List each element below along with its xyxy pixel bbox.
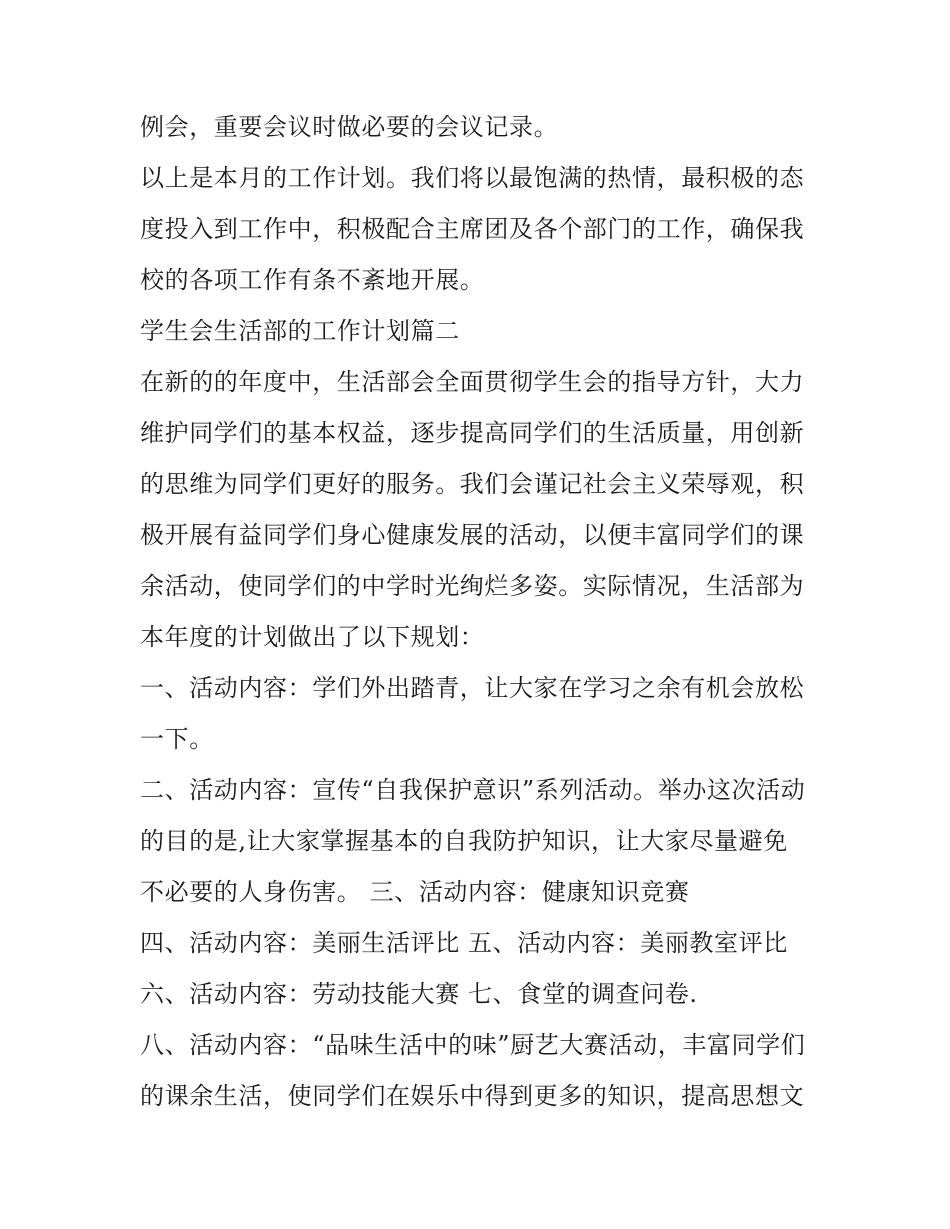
text-line: 校的各项工作有条不紊地开展。 bbox=[140, 266, 485, 294]
section-heading: 学生会生活部的工作计划篇二 bbox=[140, 317, 460, 345]
text-line: 在新的的年度中，生活部会全面贯彻学生会的指导方针，大力 bbox=[140, 368, 805, 396]
text-line: 极开展有益同学们身心健康发展的活动，以便丰富同学们的课 bbox=[140, 521, 805, 549]
text-line: 余活动，使同学们的中学时光绚烂多姿。实际情况，生活部为 bbox=[140, 572, 805, 600]
text-line: 的目的是,让大家掌握基本的自我防护知识，让大家尽量避免 bbox=[140, 827, 788, 855]
text-line: 以上是本月的工作计划。我们将以最饱满的热情，最积极的态 bbox=[140, 164, 805, 192]
text-line: 的课余生活，使同学们在娱乐中得到更多的知识，提高思想文 bbox=[140, 1082, 805, 1110]
text-line: 不必要的人身伤害。 三、活动内容：健康知识竞赛 bbox=[140, 878, 690, 906]
text-line: 六、活动内容：劳动技能大赛 七、食堂的调查问卷. bbox=[140, 980, 698, 1008]
text-line: 一下。 bbox=[140, 725, 214, 753]
text-line: 例会，重要会议时做必要的会议记录。 bbox=[140, 113, 559, 141]
text-line: 四、活动内容：美丽生活评比 五、活动内容：美丽教室评比 bbox=[140, 929, 788, 957]
text-line: 一、活动内容：学们外出踏青，让大家在学习之余有机会放松 bbox=[140, 674, 805, 702]
text-line: 度投入到工作中，积极配合主席团及各个部门的工作，确保我 bbox=[140, 215, 805, 243]
text-line: 二、活动内容：宣传“自我保护意识”系列活动。举办这次活动 bbox=[140, 776, 806, 804]
text-line: 本年度的计划做出了以下规划： bbox=[140, 623, 485, 651]
text-line: 的思维为同学们更好的服务。我们会谨记社会主义荣辱观，积 bbox=[140, 470, 805, 498]
text-line: 维护同学们的基本权益，逐步提高同学们的生活质量，用创新 bbox=[140, 419, 805, 447]
text-line: 八、活动内容：“品味生活中的味”厨艺大赛活动，丰富同学们 bbox=[140, 1031, 806, 1059]
